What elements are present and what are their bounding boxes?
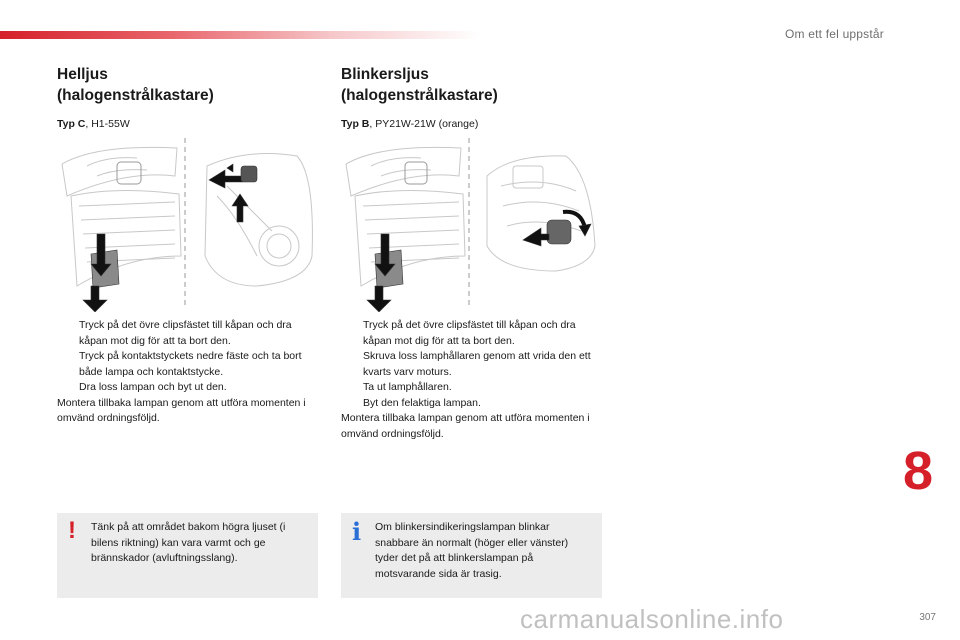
section-main-beam — [57, 64, 319, 130]
step-text: Byt den felaktiga lampan. — [363, 396, 481, 409]
chapter-number: 8 — [903, 441, 934, 501]
step-text: Tryck på det övre clipsfästet till kåpan och dra kåpan mot dig för att ta bort den. — [79, 319, 292, 347]
header-accent-bar — [0, 31, 480, 39]
info-icon: i — [352, 517, 362, 546]
page-number: 307 — [919, 612, 936, 623]
step-item — [57, 349, 319, 380]
step-item — [341, 380, 603, 396]
heading-line: (halogenstrålkastare) — [57, 87, 214, 104]
step-item — [341, 349, 603, 380]
warning-icon: ! — [68, 517, 76, 544]
step-text: Tryck på det övre clipsfästet till kåpan och dra kåpan mot dig för att ta bort den. — [363, 319, 576, 347]
headlamp-illustration-indicator — [341, 136, 603, 312]
step-item — [57, 380, 319, 396]
info-text: Om blinkersindikeringslampan blinkar snabbare än normalt (höger eller vänster) tyder det på att blinkerslampan på motsvarande sida är trasig. — [375, 521, 569, 580]
warning-text: Tänk på att området bakom högra ljuset (i bilens riktning) kan vara varmt och ge brännskador (avluftningsslang). — [91, 521, 286, 564]
bulb-type — [57, 118, 319, 130]
info-note — [341, 513, 602, 598]
section-heading — [57, 64, 319, 106]
bulb-type-value: , H1-55W — [85, 118, 130, 130]
chapter-title: Om ett fel uppstår — [785, 27, 884, 41]
closing-text: Montera tillbaka lampan genom att utföra momenten i omvänd ordningsföljd. — [57, 396, 306, 424]
bulb-type-label: Typ B — [341, 118, 370, 130]
heading-line: Helljus — [57, 66, 108, 83]
step-item — [341, 396, 603, 412]
steps-indicator — [341, 318, 603, 442]
closing-text: Montera tillbaka lampan genom att utföra momenten i omvänd ordningsföljd. — [341, 412, 590, 440]
watermark: carmanualsonline.info — [520, 604, 784, 634]
step-text: Ta ut lamphållaren. — [363, 381, 452, 393]
section-heading — [341, 64, 603, 106]
step-item — [341, 318, 603, 349]
section-indicator — [341, 64, 603, 130]
bulb-type-label: Typ C — [57, 118, 86, 130]
step-text: Skruva loss lamphållaren genom att vrida den ett kvarts varv moturs. — [363, 350, 591, 378]
warning-note — [57, 513, 318, 598]
step-text: Dra loss lampan och byt ut den. — [79, 381, 227, 393]
bulb-type — [341, 118, 603, 130]
step-item — [57, 318, 319, 349]
heading-line: Blinkersljus — [341, 66, 429, 83]
headlamp-illustration-main-beam — [57, 136, 319, 312]
step-text: Tryck på kontaktstyckets nedre fäste och ta bort både lampa och kontaktstycke. — [79, 350, 302, 378]
steps-main-beam — [57, 318, 319, 427]
heading-line: (halogenstrålkastare) — [341, 87, 498, 104]
bulb-type-value: , PY21W-21W (orange) — [369, 118, 479, 130]
